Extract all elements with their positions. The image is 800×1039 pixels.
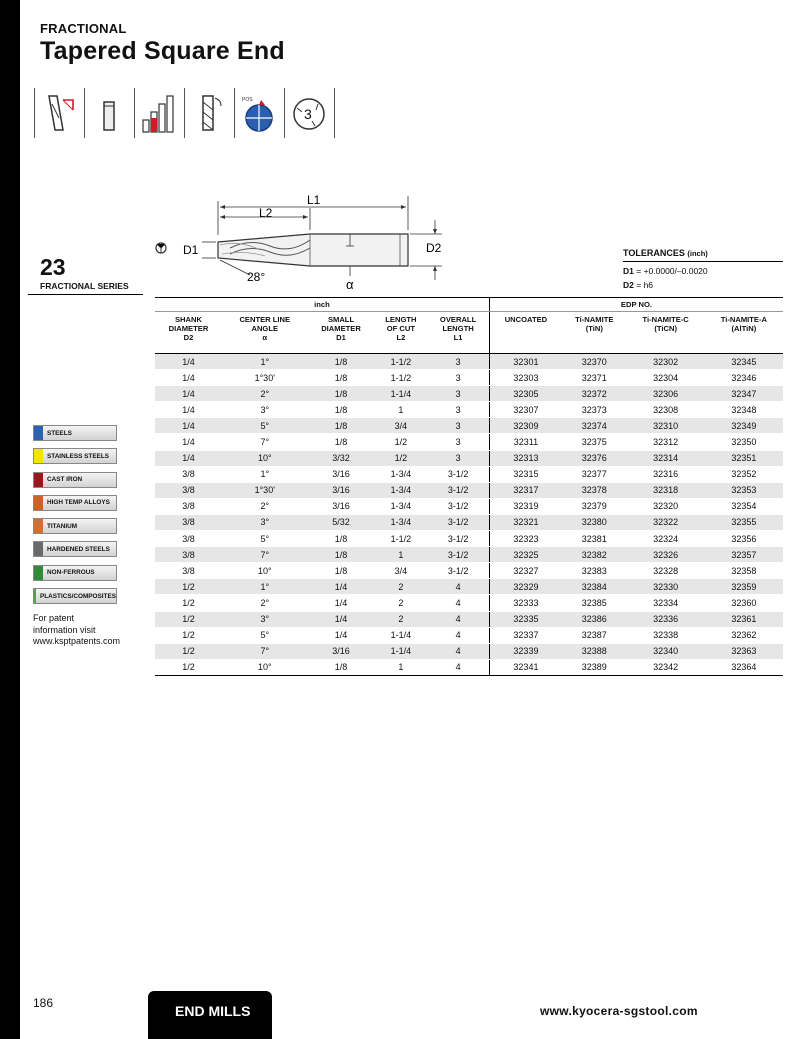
table-cell: 32324 <box>627 531 705 547</box>
table-cell: 3/8 <box>155 482 222 498</box>
table-cell: 3/8 <box>155 498 222 514</box>
table-cell: 3/8 <box>155 514 222 530</box>
table-cell: 32339 <box>489 643 562 659</box>
material-label: STEELS <box>47 429 72 437</box>
table-cell: 1-1/4 <box>375 386 428 402</box>
table-cell: 1° <box>222 579 308 595</box>
table-row <box>155 434 783 450</box>
table-cell: 3 <box>427 402 489 418</box>
table-cell: 3/16 <box>308 482 375 498</box>
table-cell: 32313 <box>489 450 562 466</box>
series-divider <box>28 294 143 295</box>
table-cell: 3-1/2 <box>427 482 489 498</box>
table-cell: 32340 <box>627 643 705 659</box>
table-cell: 5° <box>222 627 308 643</box>
table-cell: 1/2 <box>375 434 428 450</box>
table-cell: 1 <box>375 547 428 563</box>
table-cell: 32363 <box>705 643 783 659</box>
table-cell: 1/8 <box>308 434 375 450</box>
table-cell: 1/4 <box>308 611 375 627</box>
table-cell: 32350 <box>705 434 783 450</box>
table-cell: 1-3/4 <box>375 514 428 530</box>
table-cell: 32319 <box>489 498 562 514</box>
column-header: SHANK DIAMETER D2 <box>155 312 222 354</box>
material-swatch <box>34 496 43 510</box>
section-tab <box>148 991 272 1039</box>
material-item <box>33 495 117 511</box>
table-cell: 2° <box>222 498 308 514</box>
table-cell: 3-1/2 <box>427 547 489 563</box>
table-row <box>155 354 783 370</box>
table-row <box>155 579 783 595</box>
svg-text:POS: POS <box>242 97 253 103</box>
column-header: LENGTH OF CUT L2 <box>375 312 428 354</box>
table-cell: 1/2 <box>155 579 222 595</box>
page-number: 186 <box>33 996 54 1010</box>
table-row <box>155 370 783 386</box>
table-row <box>155 466 783 482</box>
table-cell: 32310 <box>627 418 705 434</box>
table-cell: 32378 <box>562 482 627 498</box>
table-cell: 32380 <box>562 514 627 530</box>
table-cell: 32326 <box>627 547 705 563</box>
table-row <box>155 514 783 530</box>
helix-angle-icon <box>184 88 234 138</box>
table-cell: 32376 <box>562 450 627 466</box>
table-row <box>155 659 783 675</box>
specs-table <box>155 297 783 676</box>
table-cell: 3/8 <box>155 531 222 547</box>
material-swatch <box>34 519 43 533</box>
table-cell: 32308 <box>627 402 705 418</box>
material-item <box>33 588 117 604</box>
table-cell: 3/8 <box>155 466 222 482</box>
table-cell: 32348 <box>705 402 783 418</box>
table-cell: 4 <box>427 659 489 675</box>
table-cell: 32370 <box>562 354 627 370</box>
group-header-edp: EDP NO. <box>489 298 783 312</box>
table-cell: 1° <box>222 466 308 482</box>
table-cell: 1/4 <box>155 418 222 434</box>
table-cell: 1/2 <box>155 595 222 611</box>
material-item <box>33 541 117 557</box>
website-url: www.kyocera-sgstool.com <box>540 1004 698 1018</box>
table-cell: 32303 <box>489 370 562 386</box>
material-swatch <box>34 589 36 603</box>
column-header: Ti-NAMITE (TiN) <box>562 312 627 354</box>
table-cell: 3° <box>222 402 308 418</box>
table-cell: 32337 <box>489 627 562 643</box>
table-cell: 32385 <box>562 595 627 611</box>
table-cell: 3-1/2 <box>427 514 489 530</box>
material-swatch <box>34 473 43 487</box>
column-header: CENTER LINE ANGLE α <box>222 312 308 354</box>
table-cell: 5/32 <box>308 514 375 530</box>
table-cell: 32325 <box>489 547 562 563</box>
table-cell: 4 <box>427 611 489 627</box>
table-row <box>155 418 783 434</box>
table-cell: 32372 <box>562 386 627 402</box>
svg-text:α: α <box>346 277 354 290</box>
tolerances-box <box>623 248 783 290</box>
table-cell: 32333 <box>489 595 562 611</box>
material-swatch <box>34 542 43 556</box>
table-cell: 32320 <box>627 498 705 514</box>
table-cell: 1/2 <box>155 611 222 627</box>
table-cell: 3/8 <box>155 563 222 579</box>
material-label: HARDENED STEELS <box>47 545 110 553</box>
material-label: STAINLESS STEELS <box>47 452 110 460</box>
table-cell: 32341 <box>489 659 562 675</box>
table-cell: 2 <box>375 611 428 627</box>
section-tab-label: END MILLS <box>175 1003 251 1019</box>
table-cell: 32323 <box>489 531 562 547</box>
flute-length-icon <box>134 88 184 138</box>
table-cell: 3 <box>427 450 489 466</box>
material-label: PLASTICS/COMPOSITES <box>40 592 116 600</box>
table-cell: 1/8 <box>308 418 375 434</box>
column-header: UNCOATED <box>489 312 562 354</box>
table-cell: 3 <box>427 370 489 386</box>
tolerance-d2: D2 = h6 <box>623 280 654 290</box>
series-number: 23 <box>40 254 66 280</box>
table-cell: 32307 <box>489 402 562 418</box>
table-cell: 1/4 <box>155 450 222 466</box>
table-row <box>155 402 783 418</box>
table-cell: 3/32 <box>308 450 375 466</box>
table-cell: 32329 <box>489 579 562 595</box>
table-cell: 4 <box>427 643 489 659</box>
table-row <box>155 531 783 547</box>
table-cell: 32360 <box>705 595 783 611</box>
table-cell: 1/4 <box>155 354 222 370</box>
table-cell: 32345 <box>705 354 783 370</box>
table-cell: 1/4 <box>308 595 375 611</box>
table-cell: 32386 <box>562 611 627 627</box>
table-cell: 3/16 <box>308 466 375 482</box>
column-header: Ti-NAMITE-C (TiCN) <box>627 312 705 354</box>
table-cell: 1-3/4 <box>375 466 428 482</box>
table-cell: 3-1/2 <box>427 466 489 482</box>
table-cell: 32371 <box>562 370 627 386</box>
column-header: SMALL DIAMETER D1 <box>308 312 375 354</box>
table-cell: 32353 <box>705 482 783 498</box>
table-cell: 5° <box>222 531 308 547</box>
table-cell: 32342 <box>627 659 705 675</box>
table-cell: 32335 <box>489 611 562 627</box>
taper-mill-icon <box>34 88 84 138</box>
table-cell: 1/8 <box>308 659 375 675</box>
table-cell: 3/4 <box>375 418 428 434</box>
table-cell: 32347 <box>705 386 783 402</box>
page-edge-bar <box>0 0 20 1039</box>
table-cell: 32374 <box>562 418 627 434</box>
table-cell: 32354 <box>705 498 783 514</box>
table-cell: 3/16 <box>308 643 375 659</box>
table-cell: 1-3/4 <box>375 498 428 514</box>
table-cell: 1°30' <box>222 482 308 498</box>
table-row <box>155 595 783 611</box>
series-label: FRACTIONAL SERIES <box>40 281 129 291</box>
section-label: FRACTIONAL <box>40 21 127 36</box>
table-cell: 3-1/2 <box>427 498 489 514</box>
table-cell: 32322 <box>627 514 705 530</box>
table-cell: 32351 <box>705 450 783 466</box>
table-cell: 1-3/4 <box>375 482 428 498</box>
table-cell: 7° <box>222 547 308 563</box>
table-cell: 5° <box>222 418 308 434</box>
table-cell: 3 <box>427 434 489 450</box>
column-header: Ti-NAMITE-A (AlTiN) <box>705 312 783 354</box>
table-cell: 1-1/4 <box>375 643 428 659</box>
material-item <box>33 448 117 464</box>
table-cell: 3 <box>427 354 489 370</box>
material-item <box>33 472 117 488</box>
table-cell: 1 <box>375 402 428 418</box>
table-cell: 3 <box>427 418 489 434</box>
table-row <box>155 627 783 643</box>
table-cell: 4 <box>427 627 489 643</box>
table-cell: 32330 <box>627 579 705 595</box>
svg-text:3: 3 <box>304 106 312 122</box>
table-cell: 32388 <box>562 643 627 659</box>
table-cell: 1° <box>222 354 308 370</box>
svg-text:D1: D1 <box>183 243 199 257</box>
table-cell: 32373 <box>562 402 627 418</box>
table-row <box>155 611 783 627</box>
material-swatch <box>34 449 43 463</box>
table-row <box>155 563 783 579</box>
table-cell: 32306 <box>627 386 705 402</box>
table-cell: 3/4 <box>375 563 428 579</box>
table-cell: 1/2 <box>155 659 222 675</box>
table-cell: 1°30' <box>222 370 308 386</box>
table-cell: 2 <box>375 579 428 595</box>
table-cell: 32312 <box>627 434 705 450</box>
table-cell: 32352 <box>705 466 783 482</box>
table-cell: 1/4 <box>155 434 222 450</box>
table-row <box>155 450 783 466</box>
table-cell: 1/8 <box>308 402 375 418</box>
table-cell: 32321 <box>489 514 562 530</box>
material-label: TITANIUM <box>47 522 78 530</box>
table-cell: 4 <box>427 595 489 611</box>
table-cell: 32302 <box>627 354 705 370</box>
table-cell: 7° <box>222 434 308 450</box>
table-cell: 32355 <box>705 514 783 530</box>
table-cell: 32315 <box>489 466 562 482</box>
table-cell: 32362 <box>705 627 783 643</box>
table-cell: 32301 <box>489 354 562 370</box>
svg-text:L1: L1 <box>307 193 321 207</box>
table-cell: 4 <box>427 579 489 595</box>
table-cell: 32357 <box>705 547 783 563</box>
table-row <box>155 498 783 514</box>
table-cell: 32379 <box>562 498 627 514</box>
table-cell: 3° <box>222 514 308 530</box>
table-cell: 32304 <box>627 370 705 386</box>
table-cell: 32381 <box>562 531 627 547</box>
material-legend <box>33 425 117 611</box>
table-row <box>155 547 783 563</box>
material-swatch <box>34 566 43 580</box>
table-cell: 1/8 <box>308 547 375 563</box>
table-cell: 32358 <box>705 563 783 579</box>
table-cell: 10° <box>222 563 308 579</box>
end-view-icon <box>156 243 166 253</box>
center-cut-pos-icon <box>234 88 284 138</box>
tool-diagram <box>150 190 450 290</box>
table-cell: 1-1/2 <box>375 370 428 386</box>
table-cell: 1/2 <box>155 627 222 643</box>
table-cell: 32356 <box>705 531 783 547</box>
table-cell: 32305 <box>489 386 562 402</box>
table-cell: 1/8 <box>308 531 375 547</box>
group-header-inch: inch <box>155 298 489 312</box>
table-cell: 32364 <box>705 659 783 675</box>
material-swatch <box>34 426 43 440</box>
table-cell: 3° <box>222 611 308 627</box>
three-flute-icon <box>284 88 335 138</box>
table-cell: 3-1/2 <box>427 531 489 547</box>
table-cell: 32384 <box>562 579 627 595</box>
table-cell: 1/4 <box>155 402 222 418</box>
table-cell: 32314 <box>627 450 705 466</box>
table-cell: 32383 <box>562 563 627 579</box>
table-cell: 32311 <box>489 434 562 450</box>
table-cell: 1/4 <box>308 627 375 643</box>
table-cell: 32336 <box>627 611 705 627</box>
table-cell: 32375 <box>562 434 627 450</box>
tolerances-title: TOLERANCES (inch) <box>623 248 783 262</box>
table-cell: 32359 <box>705 579 783 595</box>
table-cell: 3/16 <box>308 498 375 514</box>
column-header: OVERALL LENGTH L1 <box>427 312 489 354</box>
table-row <box>155 386 783 402</box>
table-cell: 10° <box>222 659 308 675</box>
material-item <box>33 565 117 581</box>
table-cell: 1 <box>375 659 428 675</box>
table-cell: 1/8 <box>308 354 375 370</box>
tolerance-d1: D1 = +0.0000/–0.0020 <box>623 266 708 276</box>
table-cell: 1/4 <box>155 386 222 402</box>
table-cell: 3/8 <box>155 547 222 563</box>
table-cell: 1/4 <box>155 370 222 386</box>
table-cell: 1-1/2 <box>375 354 428 370</box>
material-label: HIGH TEMP ALLOYS <box>47 499 110 507</box>
table-cell: 7° <box>222 643 308 659</box>
table-cell: 2 <box>375 595 428 611</box>
table-cell: 3 <box>427 386 489 402</box>
table-cell: 32334 <box>627 595 705 611</box>
patent-note: For patent information visit www.ksptpatents.com <box>33 613 121 646</box>
table-cell: 3-1/2 <box>427 563 489 579</box>
svg-text:D2: D2 <box>426 241 442 255</box>
table-cell: 1/2 <box>375 450 428 466</box>
table-cell: 32382 <box>562 547 627 563</box>
table-cell: 32338 <box>627 627 705 643</box>
table-cell: 32327 <box>489 563 562 579</box>
table-cell: 32361 <box>705 611 783 627</box>
table-cell: 2° <box>222 595 308 611</box>
table-cell: 32389 <box>562 659 627 675</box>
table-cell: 32318 <box>627 482 705 498</box>
table-cell: 32349 <box>705 418 783 434</box>
table-cell: 32377 <box>562 466 627 482</box>
table-cell: 1/8 <box>308 370 375 386</box>
table-row <box>155 482 783 498</box>
material-label: NON-FERROUS <box>47 569 95 577</box>
table-cell: 32328 <box>627 563 705 579</box>
table-cell: 32309 <box>489 418 562 434</box>
table-cell: 32387 <box>562 627 627 643</box>
table-cell: 1/8 <box>308 563 375 579</box>
table-cell: 32317 <box>489 482 562 498</box>
table-cell: 1/2 <box>155 643 222 659</box>
feature-icons <box>34 88 335 140</box>
table-cell: 1-1/2 <box>375 531 428 547</box>
table-cell: 1-1/4 <box>375 627 428 643</box>
material-label: CAST IRON <box>47 476 83 484</box>
table-cell: 10° <box>222 450 308 466</box>
shank-icon <box>84 88 134 138</box>
table-cell: 1/8 <box>308 386 375 402</box>
material-item <box>33 425 117 441</box>
table-cell: 1/4 <box>308 579 375 595</box>
page-title: Tapered Square End <box>40 37 285 65</box>
table-cell: 2° <box>222 386 308 402</box>
table-cell: 32346 <box>705 370 783 386</box>
svg-text:28°: 28° <box>247 270 266 284</box>
material-item <box>33 518 117 534</box>
table-row <box>155 643 783 659</box>
svg-text:L2: L2 <box>259 206 273 220</box>
table-cell: 32316 <box>627 466 705 482</box>
